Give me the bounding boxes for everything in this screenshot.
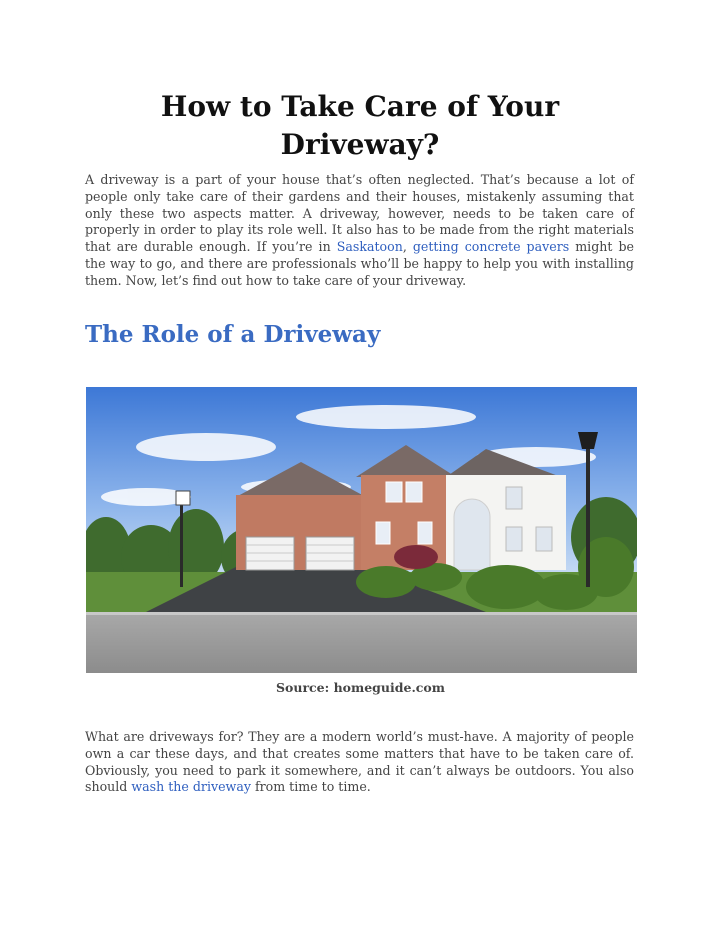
body-text-1: What are driveways for? They are a modern world’s must-have. A majority of people own a car these days, and that creates some matters that have to be taken care of. Obviously, you need to park it somewhere, and it can’t always be outdoors. You also should xyxy=(85,729,634,795)
wash-driveway-link[interactable]: wash the driveway xyxy=(131,779,251,795)
body-text-2: from time to time. xyxy=(250,779,371,795)
intro-separator: , xyxy=(402,239,413,255)
saskatoon-link[interactable]: Saskatoon xyxy=(336,239,403,255)
intro-text-1: A driveway is a part of your house that’s often neglected. That’s because a lot of people only take care of their gardens and their houses, mistakenly assuming that only these two aspects matter. A driveway, however, needs to be taken care of properly in order to play its role well. It also has to be made from the right materials that are durable enough. If you’re in xyxy=(85,172,634,255)
article-title: How to Take Care of Your Driveway? xyxy=(160,90,560,161)
concrete-pavers-link[interactable]: getting concrete pavers xyxy=(412,239,570,255)
section-heading: The Role of a Driveway xyxy=(85,321,381,348)
intro-text-2: might be the way to go, and there are professionals who’ll be happy to help you with installing them. Now, let’s find out how to take care of your driveway. xyxy=(85,239,634,288)
house-driveway-photo xyxy=(86,387,637,673)
image-caption: Source: homeguide.com xyxy=(276,680,445,695)
intro-paragraph xyxy=(85,172,634,290)
body-paragraph xyxy=(85,729,634,796)
